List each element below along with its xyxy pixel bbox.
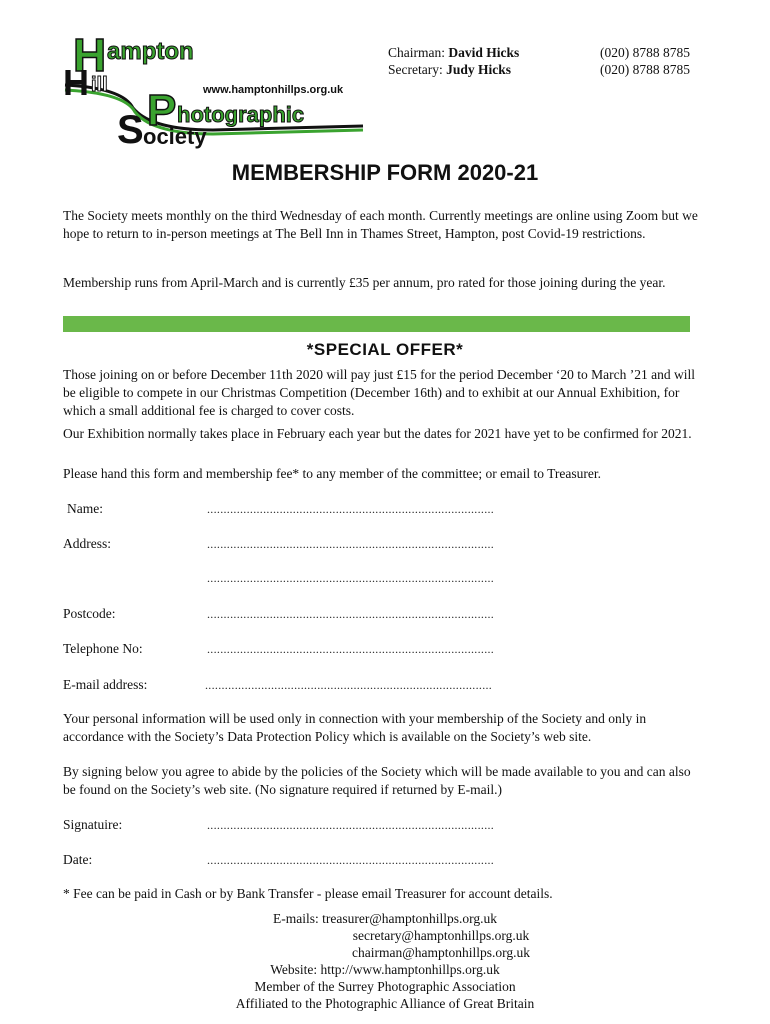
postcode-label: Postcode: bbox=[63, 606, 116, 621]
treasurer-email-link[interactable]: treasurer@hamptonhillps.org.uk bbox=[322, 911, 498, 926]
logo-letter-p: P bbox=[147, 86, 177, 135]
offer-paragraph-2: Our Exhibition normally takes place in February each year but the dates for 2021 have yet to be confirmed for 2021. bbox=[63, 426, 692, 441]
address-field-line-1[interactable]: ....................................................................................... bbox=[207, 537, 495, 551]
address-label: Address: bbox=[63, 536, 111, 551]
secretary-email-link[interactable]: secretary@hamptonhillps.org.uk bbox=[352, 928, 530, 943]
footer-emails-label: E-mails: bbox=[272, 911, 319, 926]
email-field[interactable]: ....................................................................................... bbox=[205, 678, 493, 692]
chairman-phone: (020) 8788 8785 bbox=[600, 45, 690, 60]
offer-paragraph-3: Please hand this form and membership fee* to any member of the committee; or email to Treasurer. bbox=[63, 466, 601, 481]
privacy-paragraph-1: Your personal information will be used only in connection with your membership of the Society and only in accordance with the Society’s Data Protection Policy which is available on the Society’s web site. bbox=[63, 711, 647, 744]
telephone-label: Telephone No: bbox=[63, 641, 143, 656]
address-field-line-2[interactable]: ....................................................................................... bbox=[207, 571, 495, 585]
signature-label: Signatuire: bbox=[63, 817, 123, 832]
page-title: MEMBERSHIP FORM 2020-21 bbox=[231, 160, 539, 185]
date-label: Date: bbox=[63, 852, 93, 867]
signature-field[interactable]: ....................................................................................... bbox=[207, 818, 495, 832]
affiliated-text: Affiliated to the Photographic Alliance of Great Britain bbox=[235, 996, 535, 1011]
secretary-phone: (020) 8788 8785 bbox=[600, 62, 690, 77]
logo-word-ill: ill bbox=[91, 74, 108, 96]
chairman-contact bbox=[388, 44, 708, 62]
privacy-paragraph-2: By signing below you agree to abide by the policies of the Society which will be made available to you and can also be found on the Society’s web site. (No signature required if returned by E-mail.) bbox=[63, 764, 691, 797]
logo-word-ociety: ociety bbox=[143, 124, 207, 149]
footer-emails-treasurer bbox=[0, 910, 770, 927]
intro-paragraph-2: Membership runs from April-March and is currently £35 per annum, pro rated for those joining during the year. bbox=[63, 275, 666, 290]
offer-paragraph-1: Those joining on or before December 11th 2020 will pay just £15 for the period December ‘20 to March ’21 and will be eligible to compete in our Christmas Competition (December 16th) and to exhibit at our Annual Exhibition, for which a small additional fee is charged to cover costs. bbox=[63, 367, 695, 418]
name-label: Name: bbox=[67, 501, 103, 516]
chairman-name: David Hicks bbox=[448, 45, 520, 60]
postcode-field[interactable]: ....................................................................................... bbox=[207, 607, 495, 621]
name-field[interactable]: ....................................................................................... bbox=[207, 502, 495, 516]
chairman-email-link[interactable]: chairman@hamptonhillps.org.uk bbox=[352, 945, 530, 960]
logo-letter-h2: H bbox=[63, 62, 89, 103]
secretary-name: Judy Hicks bbox=[446, 62, 511, 77]
logo-url: www.hamptonhillps.org.uk bbox=[203, 84, 344, 96]
logo-letter-s: S bbox=[117, 108, 144, 152]
secretary-role: Secretary: bbox=[388, 62, 443, 77]
fee-note: * Fee can be paid in Cash or by Bank Transfer - please email Treasurer for account details. bbox=[63, 886, 553, 901]
society-logo bbox=[63, 30, 368, 152]
logo-word-hotographic: hotographic bbox=[177, 102, 305, 127]
email-label: E-mail address: bbox=[63, 677, 148, 692]
chairman-role: Chairman: bbox=[388, 45, 445, 60]
section-divider-bar bbox=[63, 316, 690, 332]
special-offer-heading: *SPECIAL OFFER* bbox=[306, 340, 464, 359]
logo-letter-h: H bbox=[73, 29, 107, 81]
logo-word-ampton: ampton bbox=[107, 38, 194, 65]
member-of-text: Member of the Surrey Photographic Association bbox=[254, 979, 516, 994]
secretary-contact bbox=[388, 61, 708, 79]
telephone-field[interactable]: ....................................................................................... bbox=[207, 642, 495, 656]
intro-paragraph-1: The Society meets monthly on the third Wednesday of each month. Currently meetings are online using Zoom but we hope to return to in-person meetings at The Bell Inn in Thames Street, Hampton, post Covid-19 restrictions. bbox=[63, 208, 698, 241]
date-field[interactable]: ....................................................................................... bbox=[207, 853, 495, 867]
website-link[interactable]: Website: http://www.hamptonhillps.org.uk bbox=[270, 962, 500, 977]
